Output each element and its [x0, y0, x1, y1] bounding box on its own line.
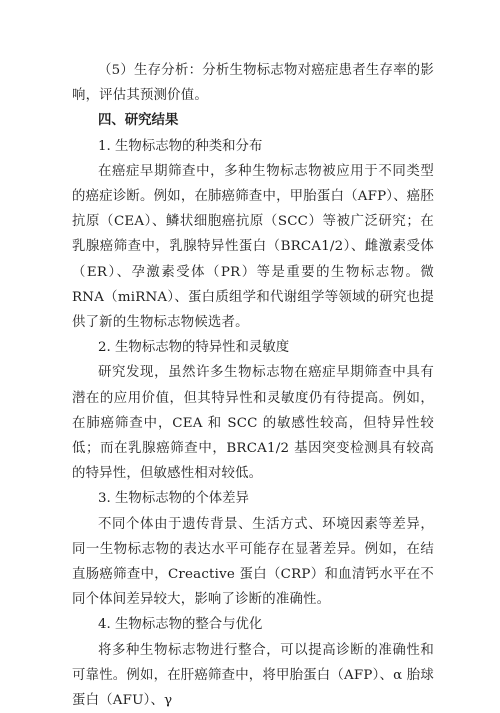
subheading-integration-optimization: 4. 生物标志物的整合与优化	[98, 617, 263, 633]
types-distribution-paragraph: 在癌症早期筛查中，多种生物标志物被应用于不同类型的癌症诊断。例如，在肺癌筛查中，甲胎蛋白（AFP）、癌胚抗原（CEA）、鳞状细胞癌抗原（SCC）等被广泛研究；在乳腺癌筛查中，乳腺特异性蛋白（BRCA1/2）、雌激素受体（ER）、孕激素受体（PR）等是重要的生物标志物。微 RNA（miRNA）、蛋白质组学和代谢组学等领域的研究也提供了新的生物标志物候选者。	[72, 163, 434, 331]
subheading-individual-differences: 3. 生物标志物的个体差异	[98, 491, 249, 507]
individual-differences-paragraph: 不同个体由于遗传背景、生活方式、环境因素等差异，同一生物标志物的表达水平可能存在显著差异。例如，在结直肠癌筛查中，Creactive 蛋白（CRP）和血清钙水平在不同个体间差异较大，影响了诊断的准确性。	[72, 516, 434, 608]
specificity-sensitivity-paragraph: 研究发现，虽然许多生物标志物在癌症早期筛查中具有潜在的应用价值，但其特异性和灵敏度仍有待提高。例如，在肺癌筛查中，CEA 和 SCC 的敏感性较高，但特异性较低；而在乳腺癌筛查中，BRCA1/2 基因突变检测具有较高的特异性，但敏感性相对较低。	[72, 365, 434, 482]
section-heading-results: 四、研究结果	[98, 113, 179, 129]
subheading-types-distribution: 1. 生物标志物的种类和分布	[98, 138, 263, 154]
survival-analysis-paragraph: （5）生存分析：分析生物标志物对癌症患者生存率的影响，评估其预测价值。	[72, 63, 434, 104]
document-page	[72, 58, 434, 713]
integration-optimization-paragraph: 将多种生物标志物进行整合，可以提高诊断的准确性和可靠性。例如，在肝癌筛查中，将甲胎蛋白（AFP）、α 胎球蛋白（AFU）、γ	[72, 642, 434, 709]
subheading-specificity-sensitivity: 2. 生物标志物的特异性和灵敏度	[98, 340, 290, 356]
